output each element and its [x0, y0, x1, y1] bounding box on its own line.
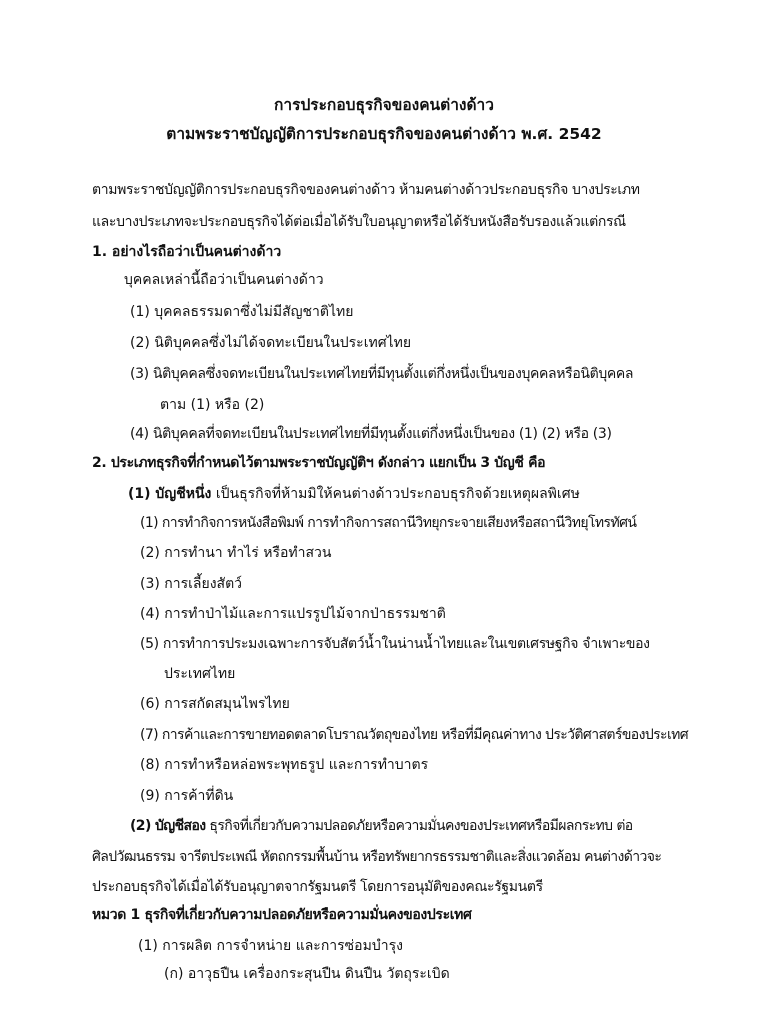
- document-title: การประกอบธุรกิจของคนต่างด้าว: [274, 96, 494, 114]
- category-1-subitem: (ก) อาวุธปืน เครื่องกระสุนปืน ดินปืน วัตถุระเบิด: [164, 966, 450, 982]
- list-1-line: [128, 484, 580, 504]
- section-1-item: (3) นิติบุคคลซึ่งจดทะเบียนในประเทศไทยที่มีทุนตั้งแต่กึ่งหนึ่งเป็นของบุคคลหรือนิติบุคคล: [130, 366, 634, 382]
- list-1-item: (6) การสกัดสมุนไพรไทย: [140, 696, 290, 712]
- intro-line-1: ตามพระราชบัญญัติการประกอบธุรกิจของคนต่างด้าว ห้ามคนต่างด้าวประกอบธุรกิจ บางประเภท: [92, 182, 640, 198]
- section-2-heading: 2. ประเภทธุรกิจที่กำหนดไว้ตามพระราชบัญญัติฯ ดังกล่าว แยกเป็น 3 บัญชี คือ: [92, 455, 546, 471]
- list-2-line: [130, 816, 633, 836]
- list-1-item: (2) การทำนา ทำไร่ หรือทำสวน: [140, 545, 332, 561]
- section-1-item: (2) นิติบุคคลซึ่งไม่ได้จดทะเบียนในประเทศไทย: [130, 335, 412, 351]
- list-1-item: (5) การทำการประมงเฉพาะการจับสัตว์น้ำในน่านน้ำไทยและในเขตเศรษฐกิจ จำเพาะของ: [140, 636, 650, 652]
- section-1-lead: บุคคลเหล่านี้ถือว่าเป็นคนต่างด้าว: [124, 272, 324, 288]
- list-2-label: (2) บัญชีสอง: [130, 818, 206, 834]
- intro-line-2: และบางประเภทจะประกอบธุรกิจได้ต่อเมื่อได้รับใบอนุญาตหรือได้รับหนังสือรับรองแล้วแต่กรณี: [92, 214, 626, 230]
- document-subtitle: ตามพระราชบัญญัติการประกอบธุรกิจของคนต่างด้าว พ.ศ. 2542: [166, 125, 602, 143]
- list-2-description: ธุรกิจที่เกี่ยวกับความปลอดภัยหรือความมั่นคงของประเทศหรือมีผลกระทบ ต่อ: [205, 818, 633, 834]
- list-1-item: (7) การค้าและการขายทอดตลาดโบราณวัตถุของไทย หรือที่มีคุณค่าทาง ประวัติศาสตร์ของประเทศ: [140, 727, 689, 743]
- list-2-continuation: ประกอบธุรกิจได้เมื่อได้รับอนุญาตจากรัฐมนตรี โดยการอนุมัติของคณะรัฐมนตรี: [92, 879, 543, 895]
- list-1-item: (3) การเลี้ยงสัตว์: [140, 576, 243, 592]
- section-1-heading: 1. อย่างไรถือว่าเป็นคนต่างด้าว: [92, 244, 282, 260]
- category-1-item: (1) การผลิต การจำหน่าย และการซ่อมบำรุง: [138, 938, 403, 954]
- section-1-item: (4) นิติบุคคลที่จดทะเบียนในประเทศไทยที่มีทุนตั้งแต่กึ่งหนึ่งเป็นของ (1) (2) หรือ (3): [130, 426, 612, 442]
- list-1-item: (9) การค้าที่ดิน: [140, 788, 234, 804]
- section-1-item-continuation: ตาม (1) หรือ (2): [160, 397, 265, 413]
- list-2-continuation: ศิลปวัฒนธรรม จารีตประเพณี หัตถกรรมพื้นบ้าน หรือทรัพยากรธรรมชาติและสิ่งแวดล้อม คนต่างด้าวจะ: [92, 849, 662, 865]
- list-1-item: (4) การทำป่าไม้และการแปรรูปไม้จากป่าธรรมชาติ: [140, 606, 446, 622]
- list-1-item-continuation: ประเทศไทย: [164, 666, 236, 682]
- section-1-item: (1) บุคคลธรรมดาซึ่งไม่มีสัญชาติไทย: [130, 304, 354, 320]
- category-1-heading: หมวด 1 ธุรกิจที่เกี่ยวกับความปลอดภัยหรือความมั่นคงของประเทศ: [92, 907, 472, 923]
- list-1-item: (8) การทำหรือหล่อพระพุทธรูป และการทำบาตร: [140, 757, 429, 773]
- list-1-item: (1) การทำกิจการหนังสือพิมพ์ การทำกิจการสถานีวิทยุกระจายเสียงหรือสถานีวิทยุโทรทัศน์: [140, 515, 637, 531]
- list-1-label: (1) บัญชีหนึ่ง: [128, 486, 212, 502]
- list-1-description: เป็นธุรกิจที่ห้ามมิให้คนต่างด้าวประกอบธุรกิจด้วยเหตุผลพิเศษ: [211, 486, 580, 502]
